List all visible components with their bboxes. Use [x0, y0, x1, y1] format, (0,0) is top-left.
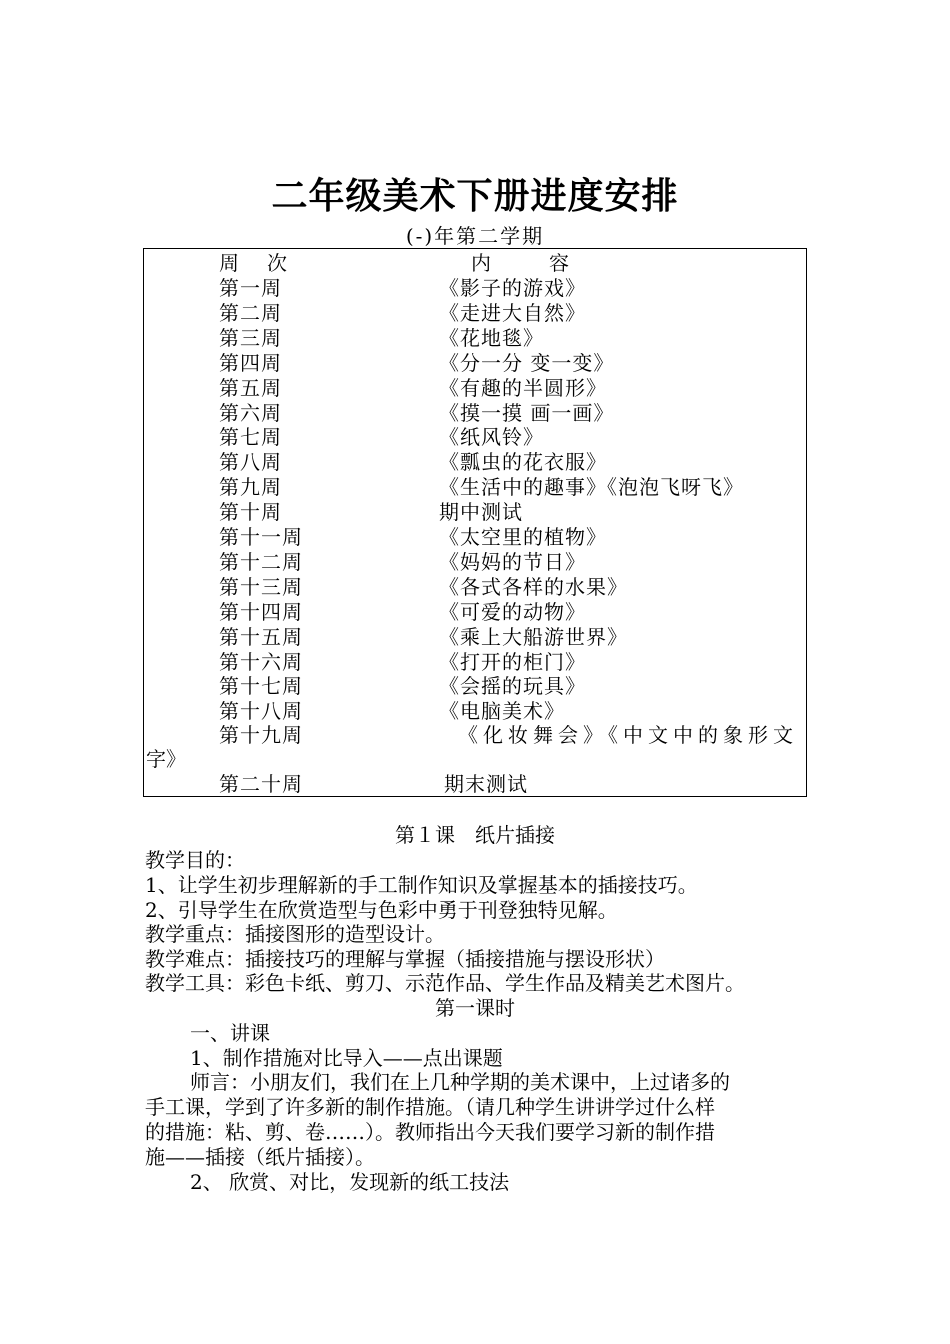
- speech-line-1: 师言：小朋友们，我们在上几种学期的美术课中，上过诸多的: [190, 1070, 730, 1094]
- speech-line-3: 的措施：粘、剪、卷……）。教师指出今天我们要学习新的制作措: [145, 1120, 715, 1144]
- week-label: 第三周: [219, 325, 282, 350]
- key-point: 教学重点：插接图形的造型设计。: [145, 922, 445, 946]
- header-content: 内 容: [471, 251, 575, 275]
- content-label: 《有趣的半圆形》: [439, 375, 607, 400]
- content-label: 《会摇的玩具》: [439, 674, 586, 699]
- week-label: 第二周: [219, 300, 282, 325]
- content-label: 期中测试: [439, 500, 523, 525]
- content-label: 《影子的游戏》: [439, 276, 586, 300]
- step-1: 1、制作措施对比导入——点出课题: [190, 1046, 503, 1070]
- content-label: 《摸一摸 画一画》: [439, 400, 615, 425]
- step-2: 2、 欣赏、对比，发现新的纸工技法: [190, 1170, 510, 1194]
- content-label: 《生活中的趣事》《泡泡飞呀飞》: [439, 475, 744, 500]
- content-label: 《纸风铃》: [439, 425, 544, 450]
- content-label: 《走进大自然》: [439, 300, 586, 325]
- page-title: 二年级美术下册进度安排: [271, 175, 679, 217]
- header-week: 周 次: [219, 251, 291, 275]
- schedule-table: [143, 248, 807, 797]
- content-label-wrap: 字》: [146, 747, 186, 771]
- tools: 教学工具：彩色卡纸、剪刀、示范作品、学生作品及精美艺术图片。: [145, 971, 745, 995]
- content-label: 《化妆舞会》《中文中的象形文: [458, 723, 798, 747]
- week-label: 第二十周: [219, 772, 303, 796]
- goal-2: 2、引导学生在欣赏造型与色彩中勇于刊登独特见解。: [145, 898, 618, 922]
- week-label: 第十周: [219, 500, 282, 525]
- content-label: 《打开的柜门》: [439, 649, 586, 674]
- week-label: 第六周: [219, 400, 282, 425]
- goal-1: 1、让学生初步理解新的手工制作知识及掌握基本的插接技巧。: [145, 873, 698, 897]
- week-label: 第七周: [219, 425, 282, 450]
- week-label: 第十五周: [219, 624, 303, 649]
- week-label: 第一周: [219, 276, 282, 300]
- section-heading: 一、讲课: [190, 1021, 270, 1045]
- content-label: 期末测试: [444, 772, 528, 796]
- content-label: 《电脑美术》: [439, 699, 565, 724]
- period-heading: 第一课时: [435, 996, 515, 1020]
- content-label: 《乘上大船游世界》: [439, 624, 628, 649]
- week-label: 第十四周: [219, 599, 303, 624]
- week-label: 第十一周: [219, 525, 303, 549]
- content-label: 《各式各样的水果》: [439, 574, 628, 599]
- week-label: 第十六周: [219, 649, 303, 674]
- lesson-heading: 第１课 纸片插接: [395, 823, 555, 847]
- content-label: 《妈妈的节日》: [439, 549, 586, 574]
- week-label: 第四周: [219, 350, 282, 375]
- content-label: 《分一分 变一变》: [439, 350, 615, 375]
- speech-line-4: 施——插接（纸片插接）。: [145, 1145, 375, 1169]
- week-label: 第五周: [219, 375, 282, 400]
- content-label: 《太空里的植物》: [439, 525, 607, 549]
- week-label: 第十九周: [219, 723, 303, 747]
- content-label: 《瓢虫的花衣服》: [439, 450, 607, 475]
- page-subtitle: (-)年第二学期: [405, 224, 545, 248]
- goal-label: 教学目的：: [145, 848, 245, 872]
- week-label: 第九周: [219, 475, 282, 500]
- week-label: 第十七周: [219, 674, 303, 699]
- week-label: 第十八周: [219, 699, 303, 724]
- difficulty: 教学难点：插接技巧的理解与掌握（插接措施与摆设形状）: [145, 947, 665, 971]
- speech-line-2: 手工课，学到了许多新的制作措施。（请几种学生讲讲学过什么样: [145, 1095, 715, 1119]
- week-label: 第十二周: [219, 549, 303, 574]
- content-label: 《可爱的动物》: [439, 599, 586, 624]
- content-label: 《花地毯》: [439, 325, 544, 350]
- week-label: 第八周: [219, 450, 282, 475]
- week-label: 第十三周: [219, 574, 303, 599]
